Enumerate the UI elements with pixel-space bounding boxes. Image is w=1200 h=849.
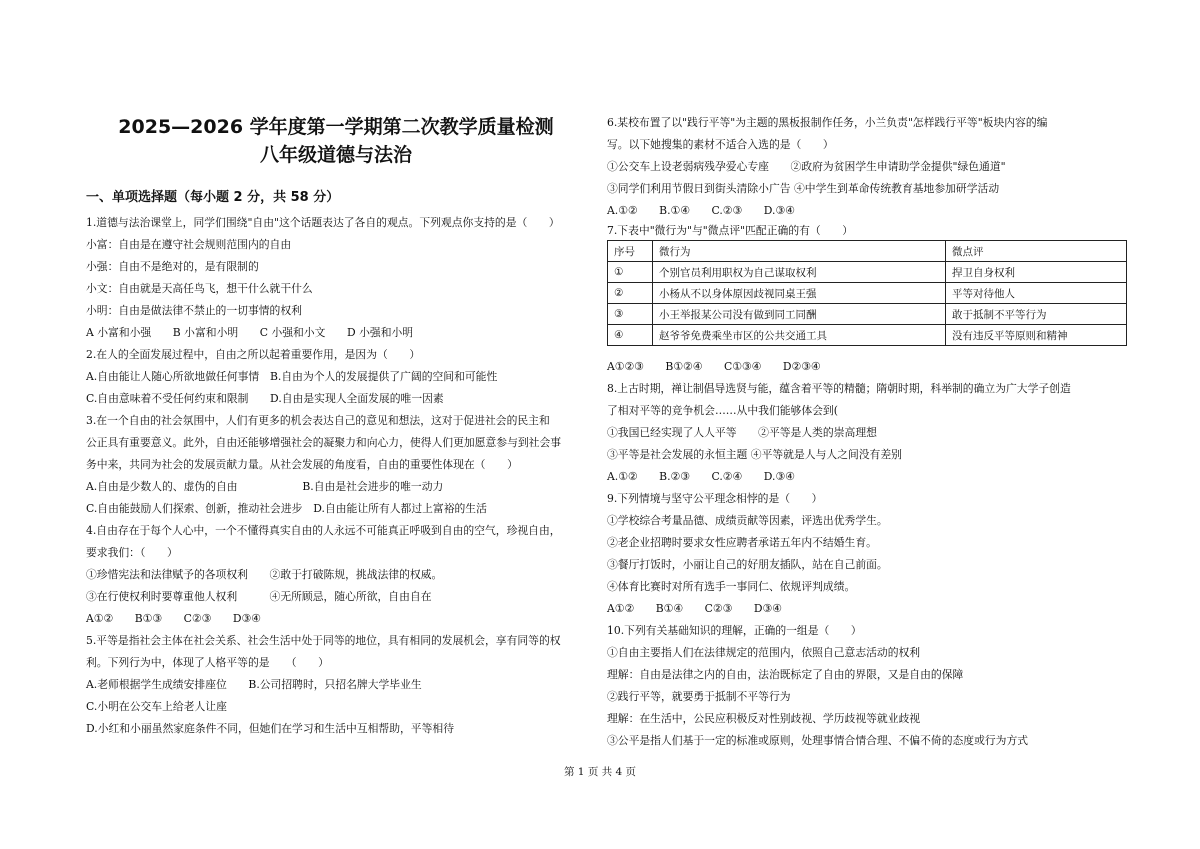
table-header-row: [608, 241, 1127, 262]
table-cell: ③: [608, 304, 653, 325]
table-row: [608, 283, 1127, 304]
exam-subtitle: 八年级道德与法治: [259, 144, 412, 166]
table-cell: ①: [608, 262, 653, 283]
table-cell: 小杨从不以身体原因歧视同桌王强: [653, 283, 946, 304]
table-cell: ②: [608, 283, 653, 304]
table-cell: 序号: [608, 241, 653, 262]
exam-title: 2025—2026 学年度第一学期第二次教学质量检测: [118, 116, 554, 138]
table-cell: 没有违反平等原则和精神: [946, 325, 1127, 346]
question-text-line: A①②③ B①②④ C①③④ D②③④: [607, 360, 821, 373]
question-text-line: A.自由能让人随心所欲地做任何事情 B.自由为个人的发展提供了广阔的空间和可能性: [86, 370, 498, 383]
question-text-line: 1.道德与法治课堂上，同学们围绕"自由"这个话题表达了各自的观点。下列观点你支持的是（ ）: [86, 216, 560, 229]
question-text-line: ①学校综合考量品德、成绩贡献等因素，评选出优秀学生。: [607, 514, 888, 527]
question-text-line: C.自由能鼓励人们探索、创新，推动社会进步 D.自由能让所有人都过上富裕的生活: [86, 502, 487, 515]
question-7-table: [607, 240, 1127, 346]
question-text-line: A 小富和小强 B 小富和小明 C 小强和小文 D 小强和小明: [86, 326, 414, 339]
question-text-line: A.自由是少数人的、虚伪的自由 B.自由是社会进步的唯一动力: [86, 480, 444, 493]
table-cell: 捍卫自身权利: [946, 262, 1127, 283]
table-cell: 个别官员利用职权为自己谋取权利: [653, 262, 946, 283]
question-text-line: 小明：自由是做法律不禁止的一切事情的权利: [86, 304, 302, 317]
question-text-line: ②践行平等，就要勇于抵制不平等行为: [607, 690, 791, 703]
question-text-line: 3.在一个自由的社会氛围中，人们有更多的机会表达自己的意见和想法，这对于促进社会的民主和: [86, 414, 550, 427]
question-text-line: D.小红和小丽虽然家庭条件不同，但她们在学习和生活中互相帮助，平等相待: [86, 722, 454, 735]
question-text-line: A①② B①③ C②③ D③④: [86, 612, 261, 625]
question-text-line: 理解：在生活中，公民应积极反对性别歧视、学历歧视等就业歧视: [607, 712, 921, 725]
table-row: [608, 325, 1127, 346]
question-text-line: ②老企业招聘时要求女性应聘者承诺五年内不结婚生育。: [607, 536, 877, 549]
question-text-line: ③餐厅打饭时，小丽让自己的好朋友插队，站在自己前面。: [607, 558, 888, 571]
question-text-line: ④体育比赛时对所有选手一事同仁、依规评判成绩。: [607, 580, 856, 593]
question-text-line: 7.下表中"微行为"与"微点评"匹配正确的有（ ）: [607, 224, 854, 237]
question-text-line: ③平等是社会发展的永恒主题 ④平等就是人与人之间没有差别: [607, 448, 902, 461]
question-text-line: 小强：自由不是绝对的，是有限制的: [86, 260, 259, 273]
table-cell: 敢于抵制不平等行为: [946, 304, 1127, 325]
table-cell: 小王举报某公司没有做到同工同酬: [653, 304, 946, 325]
table-row: [608, 304, 1127, 325]
question-text-line: 小富：自由是在遵守社会规则范围内的自由: [86, 238, 292, 251]
table-cell: 平等对待他人: [946, 283, 1127, 304]
question-text-line: A.老师根据学生成绩安排座位 B.公司招聘时，只招名牌大学毕业生: [86, 678, 422, 691]
table-cell: ④: [608, 325, 653, 346]
question-text-line: ③在行使权利时要尊重他人权利 ④无所顾忌，随心所欲，自由自在: [86, 590, 432, 603]
question-text-line: A.①② B.①④ C.②③ D.③④: [607, 204, 795, 217]
question-text-line: C.自由意味着不受任何约束和限制 D.自由是实现人全面发展的唯一因素: [86, 392, 444, 405]
question-text-line: ①自由主要指人们在法律规定的范围内，依照自己意志活动的权利: [607, 646, 921, 659]
question-text-line: 公正具有重要意义。此外，自由还能够增强社会的凝聚力和向心力，使得人们更加愿意参与到社会事: [86, 436, 562, 449]
question-text-line: 要求我们：（ ）: [86, 546, 178, 559]
question-text-line: 务中来，共同为社会的发展贡献力量。从社会发展的角度看，自由的重要性体现在（ ）: [86, 458, 518, 471]
question-text-line: 9.下列情境与坚守公平理念相悖的是（ ）: [607, 492, 823, 505]
question-text-line: ①公交车上设老弱病残孕爱心专座 ②政府为贫困学生申请助学金提供"绿色通道": [607, 160, 1006, 173]
question-text-line: ③公平是指人们基于一定的标准或原则，处理事情合情合理、不偏不倚的态度或行为方式: [607, 734, 1029, 747]
question-text-line: 了相对平等的竞争机会……从中我们能够体会到(: [607, 404, 838, 417]
table-cell: 微行为: [653, 241, 946, 262]
question-text-line: 小文：自由就是天高任鸟飞，想干什么就干什么: [86, 282, 313, 295]
question-text-line: ①珍惜宪法和法律赋予的各项权利 ②敢于打破陈规，挑战法律的权威。: [86, 568, 443, 581]
table-row: [608, 262, 1127, 283]
question-text-line: C.小明在公交车上给老人让座: [86, 700, 227, 713]
question-text-line: A.①② B.②③ C.②④ D.③④: [607, 470, 795, 483]
question-text-line: ③同学们利用节假日到街头清除小广告 ④中学生到革命传统教育基地参加研学活动: [607, 182, 1000, 195]
question-text-line: 写。以下她搜集的素材不适合入选的是（ ）: [607, 138, 834, 151]
question-text-line: 8.上古时期，禅让制倡导选贤与能，蕴含着平等的精髓；隋朝时期，科举制的确立为广大学子创造: [607, 382, 1071, 395]
table-cell: 微点评: [946, 241, 1127, 262]
question-text-line: ①我国已经实现了人人平等 ②平等是人类的崇高理想: [607, 426, 877, 439]
question-text-line: 理解：自由是法律之内的自由，法治既标定了自由的界限，又是自由的保障: [607, 668, 964, 681]
question-text-line: A①② B①④ C②③ D③④: [607, 602, 782, 615]
question-text-line: 2.在人的全面发展过程中，自由之所以起着重要作用，是因为（ ）: [86, 348, 421, 361]
question-text-line: 4.自由存在于每个人心中，一个不懂得真实自由的人永远不可能真正呼吸到自由的空气，珍视自由，: [86, 524, 561, 537]
question-text-line: 10.下列有关基础知识的理解，正确的一组是（ ）: [607, 624, 862, 637]
question-text-line: 5.平等是指社会主体在社会关系、社会生活中处于同等的地位，具有相同的发展机会，享有同等的权: [86, 634, 561, 647]
page-footer: 第 1 页 共 4 页: [563, 766, 637, 778]
question-text-line: 6.某校布置了以"践行平等"为主题的黑板报制作任务，小兰负责"怎样践行平等"板块内容的编: [607, 116, 1048, 129]
table-cell: 赵爷爷免费乘坐市区的公共交通工具: [653, 325, 946, 346]
section-heading: 一、单项选择题（每小题 2 分，共 58 分）: [86, 190, 340, 205]
question-text-line: 利。下列行为中，体现了人格平等的是 （ ）: [86, 656, 329, 669]
